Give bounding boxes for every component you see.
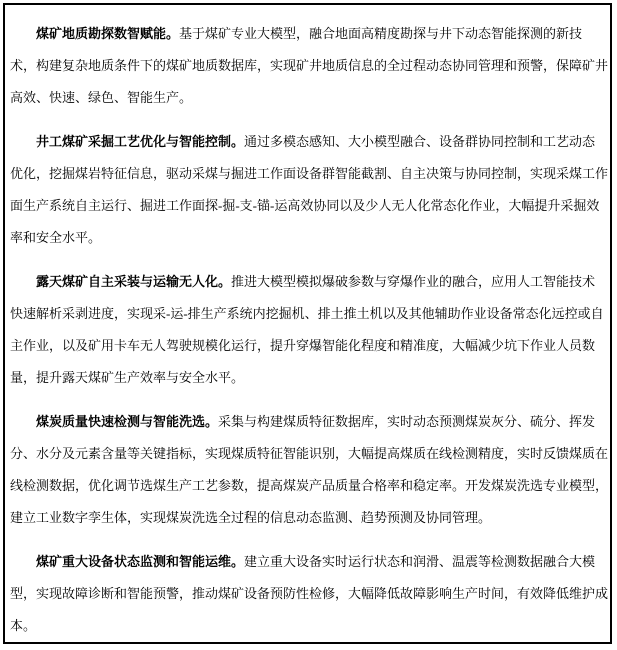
paragraph-underground-mining-heading: 井工煤矿采掘工艺优化与智能控制。 [36,134,245,149]
paragraph-geology-body: 基于煤矿专业大模型，融合地面高精度勘探与井下动态智能探测的新技术，构建复杂地质条件下的煤矿地质数据库，实现矿井地质信息的全过程动态协同管理和预警，保障矿井高效、快速、绿色、智能生产。 [10,26,609,105]
paragraph-equipment-monitoring-body: 建立重大设备实时运行状态和润滑、温震等检测数据融合大模型，实现故障诊断和智能预警，推动煤矿设备预防性检修，大幅降低故障影响生产时间，有效降低维护成本。 [10,554,609,633]
paragraph-underground-mining-body: 通过多模态感知、大小模型融合、设备群协同控制和工艺动态优化，挖掘煤岩特征信息，驱动采煤与掘进工作面设备群智能截割、自主决策与协同控制，实现采煤工作面生产系统自主运行、掘进工作面探-掘-支-锚-运高效协同以及少人无人化常态化作业，大幅提升采掘效率和安全水平。 [10,134,609,245]
paragraph-geology-heading: 煤矿地质勘探数智赋能。 [36,26,180,41]
paragraph-coal-quality [10,406,608,534]
paragraph-coal-quality-heading: 煤炭质量快速检测与智能洗选。 [36,414,219,429]
paragraph-equipment-monitoring-heading: 煤矿重大设备状态监测和智能运维。 [36,554,245,569]
paragraph-openpit-mining [10,266,608,394]
paragraph-openpit-mining-heading: 露天煤矿自主采装与运输无人化。 [36,274,232,289]
document-page [3,3,612,644]
paragraph-underground-mining [10,126,608,254]
paragraph-openpit-mining-body: 推进大模型模拟爆破参数与穿爆作业的融合，应用人工智能技术快速解析采剥进度，实现采-运-排生产系统内挖掘机、排土推土机以及其他辅助作业设备常态化远控或自主作业，以及矿用卡车无人驾驶规模化运行，提升穿爆智能化程度和精准度，大幅减少坑下作业人员数量，提升露天煤矿生产效率与安全水平。 [10,274,604,385]
paragraph-equipment-monitoring [10,546,608,642]
paragraph-coal-quality-body: 采集与构建煤质特征数据库，实时动态预测煤炭灰分、硫分、挥发分、水分及元素含量等关键指标，实现煤质特征智能识别，大幅提高煤质在线检测精度，实时反馈煤质在线检测数据，优化调节选煤生产工艺参数，提高煤炭产品质量合格率和稳定率。开发煤炭洗选专业模型，建立工业数字孪生体，实现煤炭洗选全过程的信息动态监测、趋势预测及协同管理。 [10,414,609,525]
paragraph-geology [10,18,608,114]
